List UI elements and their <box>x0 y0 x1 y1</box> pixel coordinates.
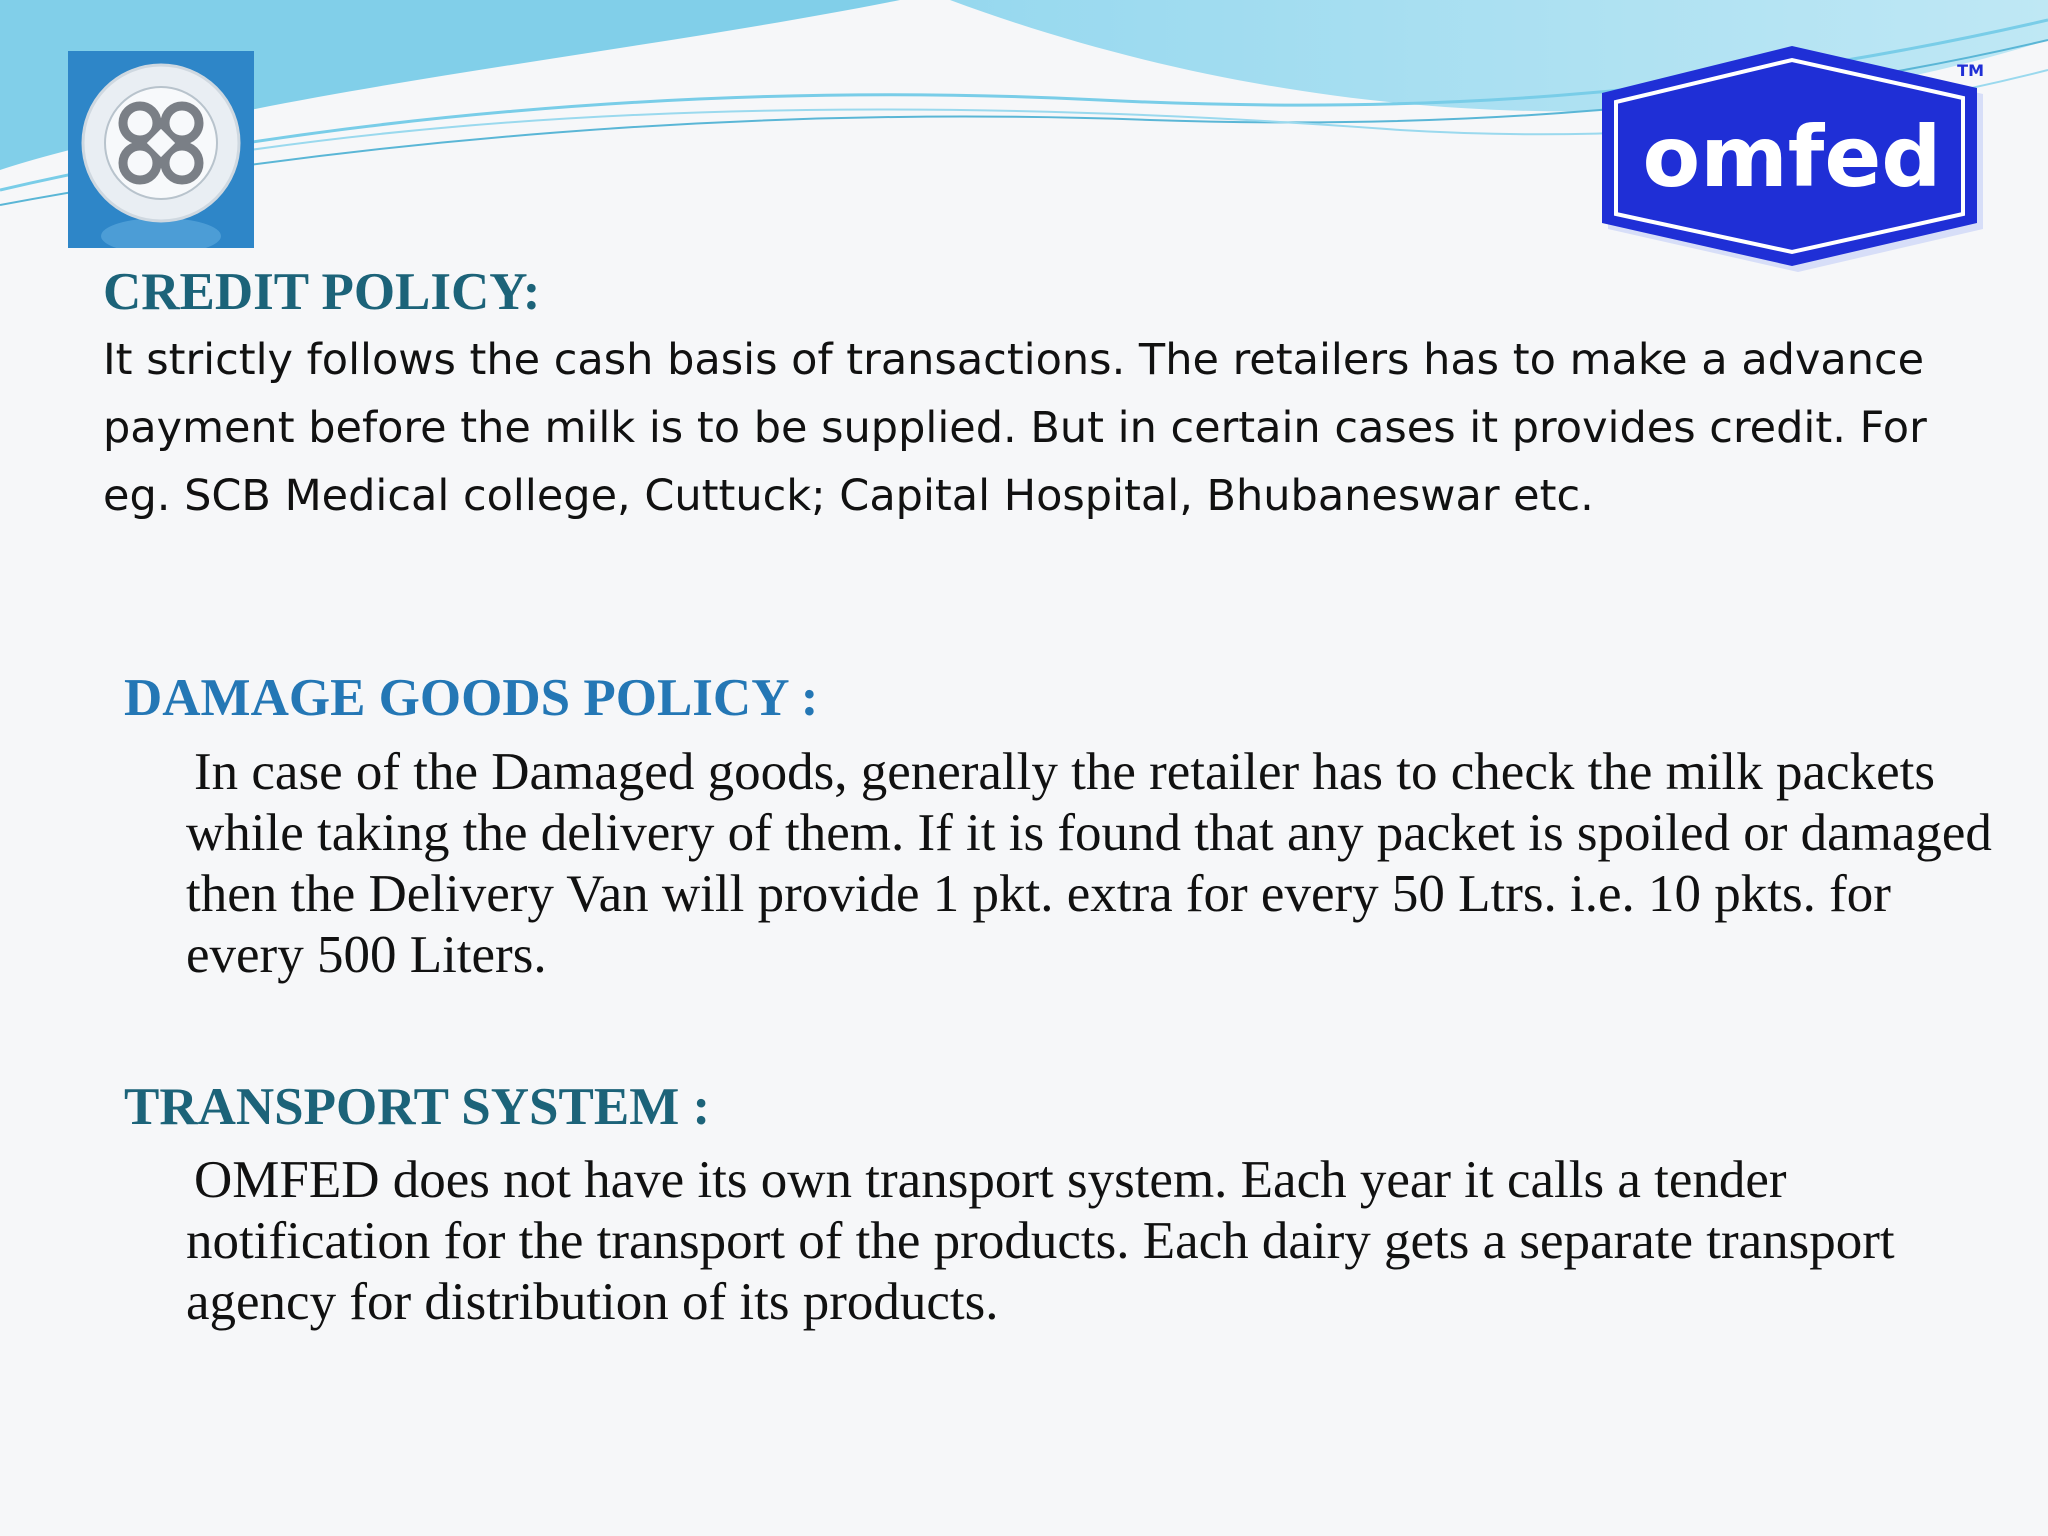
transport-system-heading: TRANSPORT SYSTEM : <box>124 1078 711 1136</box>
credit-policy-heading: CREDIT POLICY: <box>103 263 541 321</box>
damage-goods-policy-text: In case of the Damaged goods, generally the retailer has to check the milk packets while taking the delivery of them. If it is found that any packet is spoiled or damaged then the Delivery Van will provide 1 pkt. extra for every 50 Ltrs. i.e. 10 pkts. for every 500 Liters. <box>186 743 1992 984</box>
trademark-mark: TM <box>1957 61 1984 80</box>
omfed-wordmark: omfed <box>1642 108 1942 206</box>
left-logo <box>68 51 254 248</box>
federation-seal-icon <box>68 51 254 248</box>
omfed-logo <box>1592 38 1992 274</box>
transport-system-text: OMFED does not have its own transport system. Each year it calls a tender notification for the transport of the products. Each dairy gets a separate transport agency for distribution of its products. <box>186 1151 1895 1331</box>
damage-goods-policy-heading: DAMAGE GOODS POLICY : <box>124 669 819 727</box>
credit-policy-text: It strictly follows the cash basis of transactions. The retailers has to make a advance payment before the milk is to be supplied. But in certain cases it provides credit. For eg. SCB Medical college, Cuttuck; Capital Hospital, Bhubaneswar etc. <box>103 335 1927 521</box>
